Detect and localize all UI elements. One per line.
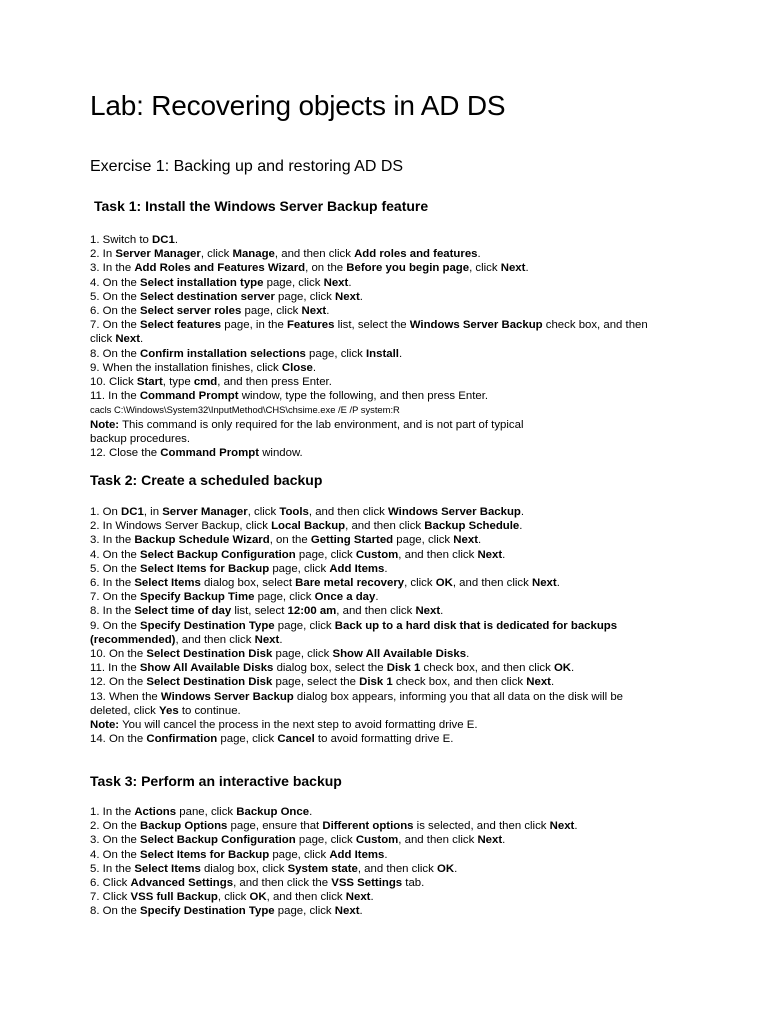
step-text: . xyxy=(502,834,506,847)
step-text: page, in the xyxy=(221,319,287,332)
step-item xyxy=(90,389,655,403)
step-text: page, click xyxy=(274,290,336,303)
step-text: page, click xyxy=(217,733,278,746)
step-text: . xyxy=(140,333,144,346)
step-text: . xyxy=(370,891,374,904)
step-text: , and then click xyxy=(274,248,355,261)
step-text: . xyxy=(440,605,444,618)
bold-term: Manage xyxy=(232,248,275,261)
step-text: , and then click xyxy=(357,862,437,875)
step-text: , in xyxy=(143,506,163,518)
step-item xyxy=(90,819,655,833)
step-text: 9. On the xyxy=(90,619,141,632)
step-item xyxy=(90,675,655,689)
bold-term: Local Backup xyxy=(271,520,346,533)
bold-term: OK xyxy=(249,891,267,904)
step-item xyxy=(90,375,655,389)
bold-term: VSS Settings xyxy=(331,877,403,890)
step-text: . xyxy=(279,633,283,646)
bold-term: Add Items xyxy=(329,848,385,861)
step-text: 6. Click xyxy=(90,877,131,890)
step-text: . xyxy=(519,520,523,533)
step-text: to continue. xyxy=(178,704,241,717)
step-text: page, select the xyxy=(272,676,360,689)
step-text: list, select the xyxy=(334,319,410,332)
step-text: . xyxy=(326,305,330,318)
bold-term: Select Backup Configuration xyxy=(140,548,296,561)
bold-term: Close xyxy=(281,361,313,374)
step-text: 9. When the installation finishes, click xyxy=(90,361,282,374)
step-item xyxy=(90,519,655,533)
step-text: . xyxy=(312,361,317,374)
step-item xyxy=(90,347,655,361)
step-text: , click xyxy=(200,248,233,261)
bold-term: Server Manager xyxy=(115,248,201,261)
step-text: , and then click xyxy=(452,577,532,590)
step-item xyxy=(90,446,655,460)
step-item xyxy=(90,661,655,675)
bold-term: Windows Server Backup xyxy=(160,690,294,703)
step-text: to avoid formatting drive E. xyxy=(314,733,454,746)
step-text: 5. On the xyxy=(90,290,141,303)
step-text: 3. In the xyxy=(90,534,135,547)
bold-term: Next xyxy=(301,305,327,318)
step-item xyxy=(90,304,655,318)
bold-term: Select Destination Disk xyxy=(146,676,273,689)
bold-term: Back up to a hard disk that is dedicated for backups (recommended) xyxy=(90,619,618,646)
step-text: list, select xyxy=(231,605,288,618)
bold-term: Next xyxy=(532,577,557,590)
step-text: page, click xyxy=(269,848,330,861)
bold-term: Command Prompt xyxy=(160,447,260,460)
step-text: page, click xyxy=(274,905,335,918)
step-text: . xyxy=(309,806,313,818)
bold-term: Disk 1 xyxy=(359,676,393,689)
bold-term: Custom xyxy=(355,548,399,561)
step-text: , and then click xyxy=(266,891,346,904)
step-text: 2. On the xyxy=(90,820,141,833)
step-text: 4. On the xyxy=(90,276,141,289)
step-text: cacls C:\Windows\System32\InputMethod\CHS\chsime.exe /E /P system:R xyxy=(90,404,400,416)
bold-term: Select Items xyxy=(134,577,201,590)
step-text: page, click xyxy=(272,648,333,661)
bold-term: Getting Started xyxy=(310,534,394,547)
step-text: . xyxy=(502,548,506,561)
step-text: 6. On the xyxy=(90,305,141,318)
step-text: 3. On the xyxy=(90,834,141,847)
step-text: . xyxy=(478,534,482,547)
bold-term: Select features xyxy=(140,319,222,332)
note-text xyxy=(90,718,655,732)
step-text: . xyxy=(466,648,470,661)
bold-term: Features xyxy=(286,319,335,332)
step-item xyxy=(90,805,655,819)
step-item xyxy=(90,505,655,519)
bold-term: Next xyxy=(453,534,478,547)
step-text: . xyxy=(174,234,179,246)
bold-term: Next xyxy=(549,820,575,833)
bold-term: Select server roles xyxy=(140,305,242,318)
step-text: , and then click xyxy=(175,633,255,646)
step-text: , and then click xyxy=(398,548,478,561)
bold-term: Select installation type xyxy=(140,276,264,289)
bold-term: Next xyxy=(477,834,503,847)
step-item xyxy=(90,562,655,576)
step-item xyxy=(90,604,655,618)
bold-term: Select Items for Backup xyxy=(140,848,270,861)
step-text: page, click xyxy=(263,276,324,289)
bold-term: Add Roles and Features Wizard xyxy=(134,262,306,275)
step-text: You will cancel the process in the next step to avoid formatting drive E. xyxy=(119,719,478,732)
bold-term: Once a day xyxy=(314,591,376,604)
step-text: , click xyxy=(469,262,501,275)
step-item xyxy=(90,890,655,904)
step-text: 1. In the xyxy=(90,806,135,818)
bold-term: DC1 xyxy=(121,506,144,518)
step-item xyxy=(90,904,655,918)
step-text: . xyxy=(556,577,560,590)
step-text: , and then click xyxy=(345,520,425,533)
step-text: page, click xyxy=(269,562,330,575)
step-text: pane, click xyxy=(176,806,237,818)
task-2-steps xyxy=(90,505,655,746)
bold-term: Server Manager xyxy=(162,506,248,518)
step-item xyxy=(90,576,655,590)
bold-term: Before you begin page xyxy=(346,262,470,275)
task-3-steps xyxy=(90,805,655,919)
step-text: , on the xyxy=(305,262,347,275)
bold-term: Next xyxy=(415,605,441,618)
bold-term: Next xyxy=(115,333,141,346)
bold-term: Next xyxy=(334,905,360,918)
command-line xyxy=(90,403,655,417)
step-text: page, click xyxy=(254,591,315,604)
bold-term: Select Destination Disk xyxy=(146,648,273,661)
step-text: 5. In the xyxy=(90,862,135,875)
bold-term: Next xyxy=(526,676,551,689)
step-text: . xyxy=(384,562,388,575)
step-text: 8. On the xyxy=(90,347,141,360)
bold-term: Select Backup Configuration xyxy=(140,834,296,847)
step-text: 12. On the xyxy=(90,676,147,689)
exercise-heading: Exercise 1: Backing up and restoring AD DS xyxy=(90,158,404,175)
step-item xyxy=(90,261,655,275)
bold-term: Add Items xyxy=(329,562,385,575)
step-text: , click xyxy=(247,506,280,518)
bold-term: Select destination server xyxy=(140,290,275,303)
step-text: page, ensure that xyxy=(227,820,323,833)
step-text: 4. On the xyxy=(90,848,141,861)
step-text: page, click xyxy=(274,619,335,632)
bold-term: Next xyxy=(345,891,371,904)
step-item xyxy=(90,276,655,290)
step-text: , on the xyxy=(269,534,311,547)
step-text: 11. In the xyxy=(90,390,140,403)
step-item xyxy=(90,862,655,876)
bold-term: Next xyxy=(323,276,349,289)
bold-term: OK xyxy=(437,862,455,875)
bold-term: Confirm installation selections xyxy=(140,347,306,360)
step-text: 10. On the xyxy=(90,648,147,661)
step-item xyxy=(90,848,655,862)
bold-term: Show All Available Disks xyxy=(139,662,274,675)
step-item xyxy=(90,690,655,718)
step-item xyxy=(90,247,655,261)
step-text: is selected, and then click xyxy=(413,820,550,833)
step-item xyxy=(90,318,655,346)
step-text: 12. Close the xyxy=(90,447,161,460)
note-text xyxy=(90,418,655,446)
bold-term: Install xyxy=(366,347,399,360)
step-text: 6. In the xyxy=(90,577,135,590)
step-text: . xyxy=(375,591,379,604)
step-text: check box, and then click xyxy=(420,662,554,675)
bold-term: 12:00 am xyxy=(287,605,337,618)
step-text: 11. In the xyxy=(90,662,140,675)
step-text: . xyxy=(398,347,403,360)
bold-term: OK xyxy=(435,577,453,590)
step-text: 13. When the xyxy=(90,690,161,703)
bold-term: Backup Once xyxy=(236,806,310,818)
bold-term: cmd xyxy=(193,376,218,389)
step-text: window. xyxy=(259,447,303,460)
bold-term: Windows Server Backup xyxy=(388,506,521,518)
bold-term: System state xyxy=(287,862,358,875)
step-text: . xyxy=(574,820,578,833)
bold-term: Yes xyxy=(159,704,179,717)
bold-term: Show All Available Disks xyxy=(332,648,467,661)
step-text: 1. Switch to xyxy=(90,234,153,246)
bold-term: Next xyxy=(477,548,503,561)
step-text: dialog box, click xyxy=(200,862,288,875)
step-text: . xyxy=(384,848,388,861)
step-text: . xyxy=(359,290,363,303)
step-text: window, type the following, and then press Enter. xyxy=(238,390,489,403)
bold-term: Note: xyxy=(90,418,120,431)
step-text: . xyxy=(359,905,363,918)
step-item xyxy=(90,361,655,375)
bold-term: OK xyxy=(553,662,572,675)
bold-term: Next xyxy=(335,290,360,303)
step-text: 5. On the xyxy=(90,562,141,575)
page-title: Lab: Recovering objects in AD DS xyxy=(90,90,506,121)
bold-term: Note: xyxy=(90,719,120,732)
step-text: dialog box, select xyxy=(200,577,296,590)
step-text: 7. On the xyxy=(90,591,141,604)
step-text: 8. On the xyxy=(90,905,141,918)
step-text: , and then click xyxy=(398,834,478,847)
step-item xyxy=(90,533,655,547)
step-text: 8. In the xyxy=(90,605,135,618)
step-text: , and then click xyxy=(336,605,416,618)
task-1-heading: Task 1: Install the Windows Server Backup feature xyxy=(94,198,429,214)
task-2-heading: Task 2: Create a scheduled backup xyxy=(90,472,323,488)
bold-term: Add roles and features xyxy=(354,248,478,261)
step-text: tab. xyxy=(402,877,425,890)
step-text: dialog box appears, informing you that all data on the disk will be deleted, click xyxy=(90,690,624,717)
step-text: . xyxy=(477,248,481,261)
bold-term: Advanced Settings xyxy=(130,877,234,890)
step-text: backup procedures. xyxy=(90,432,191,445)
step-item xyxy=(90,647,655,661)
step-text: page, click xyxy=(241,305,302,318)
bold-term: Specify Destination Type xyxy=(140,905,275,918)
step-text: 1. On xyxy=(90,506,122,518)
step-text: page, click xyxy=(295,834,356,847)
step-text: 2. In xyxy=(90,248,116,261)
task-1-steps xyxy=(90,233,655,460)
step-item xyxy=(90,590,655,604)
step-text: check box, and then click xyxy=(90,319,648,346)
step-text: . xyxy=(525,262,529,275)
bold-term: Specify Destination Type xyxy=(140,619,275,632)
step-text: 2. In Windows Server Backup, click xyxy=(90,520,272,533)
step-text: 3. In the xyxy=(90,262,135,275)
step-text: , and then press Enter. xyxy=(217,376,332,389)
bold-term: Select Items for Backup xyxy=(140,562,270,575)
bold-term: Select time of day xyxy=(134,605,232,618)
bold-term: Disk 1 xyxy=(386,662,421,675)
step-item xyxy=(90,732,655,746)
bold-term: Different options xyxy=(322,820,414,833)
step-text: dialog box, select the xyxy=(273,662,387,675)
step-text: . xyxy=(454,862,458,875)
step-item xyxy=(90,233,655,247)
bold-term: VSS full Backup xyxy=(130,891,218,904)
step-item xyxy=(90,833,655,847)
task-3-heading: Task 3: Perform an interactive backup xyxy=(90,773,342,789)
step-text: , click xyxy=(217,891,250,904)
bold-term: Next xyxy=(254,633,280,646)
bold-term: Backup Schedule xyxy=(424,520,520,533)
bold-term: Tools xyxy=(279,506,309,518)
bold-term: Backup Schedule Wizard xyxy=(134,534,270,547)
step-text: page, click xyxy=(393,534,454,547)
bold-term: Backup Options xyxy=(140,820,228,833)
step-text: 4. On the xyxy=(90,548,141,561)
step-text: . xyxy=(550,676,555,689)
step-text: page, click xyxy=(305,347,367,360)
step-text: 7. Click xyxy=(90,891,131,904)
step-text: 10. Click xyxy=(90,376,137,389)
bold-term: Select Items xyxy=(134,862,201,875)
step-text: , and then click xyxy=(308,506,389,518)
bold-term: Custom xyxy=(355,834,399,847)
bold-term: Command Prompt xyxy=(139,390,239,403)
bold-term: Bare metal recovery xyxy=(295,577,405,590)
bold-term: Cancel xyxy=(277,733,315,746)
step-text: check box, and then click xyxy=(392,676,527,689)
bold-term: Start xyxy=(136,376,163,389)
bold-term: Windows Server Backup xyxy=(409,319,543,332)
step-text: . xyxy=(571,662,575,675)
step-item xyxy=(90,876,655,890)
step-text: 7. On the xyxy=(90,319,141,332)
bold-term: Actions xyxy=(134,806,177,818)
step-text: , type xyxy=(162,376,194,389)
step-text: , and then click the xyxy=(233,877,332,890)
bold-term: Next xyxy=(500,262,526,275)
step-text: . xyxy=(348,276,352,289)
step-text: . xyxy=(520,506,525,518)
step-item xyxy=(90,619,655,647)
bold-term: Confirmation xyxy=(146,733,218,746)
step-text: , click xyxy=(404,577,436,590)
bold-term: DC1 xyxy=(152,234,175,246)
step-text: page, click xyxy=(295,548,356,561)
step-text: 14. On the xyxy=(90,733,147,746)
step-item xyxy=(90,290,655,304)
step-text: This command is only required for the lab environment, and is not part of typical xyxy=(119,418,524,431)
step-item xyxy=(90,548,655,562)
bold-term: Specify Backup Time xyxy=(140,591,255,604)
